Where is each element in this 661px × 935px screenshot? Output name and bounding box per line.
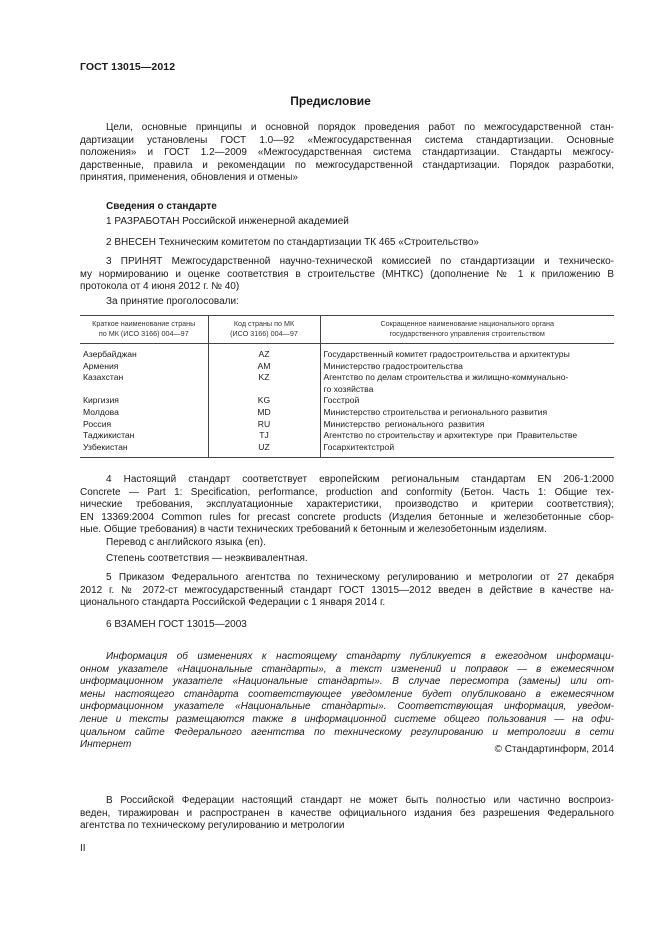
country-cell: Молдова <box>83 406 119 417</box>
info-heading: Сведения о стандарте <box>106 201 217 212</box>
table-row <box>80 442 614 458</box>
code-cell: MD <box>208 407 320 419</box>
organization-cell: Министерство градостроительства <box>320 361 614 373</box>
voting-countries-table <box>80 315 614 458</box>
intro-paragraph: Цели, основные принципы и основной порядок проведения работ по межгосударственной стан- дартизации установлены ГОСТ 1.0—92 «Межгосударственная система стандартизации. Основные положения» и ГОСТ 1.2—2009 «Межгосударственная система стандартизации. Стандарты межгосу- дарственные, правила и рекомендации по межгосударственной стандартизации. Порядок разработки, принятия, применения, обновления и отмены» <box>80 122 614 184</box>
country-cell: Киргизия <box>83 395 119 406</box>
code-cell: RU <box>208 419 320 431</box>
code-cell: KG <box>208 395 320 407</box>
document-header: ГОСТ 13015—2012 <box>80 61 176 73</box>
table-row <box>80 395 614 407</box>
code-cell: TJ <box>208 430 320 442</box>
section-title: Предисловие <box>290 94 371 108</box>
item-conformity: 4 Настоящий стандарт соответствует европейским региональным стандартам EN 206-1:2000 Concrete — Part 1: Specification, performance, production and conformity (Бетон. Часть 1: Общие тех- нические требования, эксплуатационные характеристики, производство и критерии соответствия); EN 13369:2004 Common rules for precast concrete products (Изделия бетонные и железобетонные сбор- ные. Общие требования) в части технических требований к бетонным и железобетонным изделиям. <box>80 474 614 536</box>
organization-cell: Министерство строительства и регионального развития <box>320 407 614 419</box>
item-adopted: 3 ПРИНЯТ Межгосударственной научно-технической комиссией по стандартизации и техническо- му нормированию и оценке соответствия в строительстве (МНТКС) (дополнение № 1 к приложению В протокола от 4 июня 2012 г. № 40) <box>80 256 614 293</box>
table-header-row <box>80 316 614 344</box>
conformity-degree: Степень соответствия — неэквивалентная. <box>106 553 308 564</box>
organization-cell: Агентство по строительству и архитектуре при Правительстве <box>320 430 614 442</box>
table-row <box>80 407 614 419</box>
copyright-line: © Стандартинформ, 2014 <box>494 744 614 755</box>
item-introduced: 2 ВНЕСЕН Техническим комитетом по стандартизации ТК 465 «Строительство» <box>106 237 479 248</box>
organization-cell: Госстрой <box>320 395 614 407</box>
column-header-code: Код страны по МК (ИСО 3166) 004—97 <box>208 316 320 344</box>
organization-cell: Агентство по делам строительства и жилищно-коммунально- го хозяйства <box>320 372 614 395</box>
country-cell: Узбекистан <box>80 442 208 458</box>
table-row <box>80 372 614 395</box>
item-enacted: 5 Приказом Федерального агентства по техническому регулированию и метрологии от 27 декабря 2012 г. № 2072-ст межгосударственный стандарт ГОСТ 13015—2012 введен в действие в качестве на- ционального стандарта Российской Федерации с 1 января 2014 г. <box>80 572 614 609</box>
column-header-organization: Сокращенное наименование национального органа государственного управления строительством <box>320 316 614 344</box>
voted-label: За принятие проголосовали: <box>106 296 239 307</box>
table-row <box>80 430 614 442</box>
table-row <box>80 344 614 361</box>
country-cell: Россия <box>83 418 112 429</box>
item-developed: 1 РАЗРАБОТАН Российской инженерной академией <box>106 216 349 227</box>
rights-notice: В Российской Федерации настоящий стандарт не может быть полностью или частично воспроиз- веден, тиражирован и распространен в качестве официального издания без разрешения Федерального агентства по техническому регулированию и метрологии <box>80 795 614 832</box>
country-cell: Казахстан <box>83 372 124 383</box>
code-cell: UZ <box>208 442 320 458</box>
changes-notice: Информация об изменениях к настоящему стандарту публикуется в ежегодном информаци- онном указателе «Национальные стандарты», а текст изменений и поправок — в ежемесячном информационном указателе «Национальные стандарты». В случае пересмотра (замены) или от- мены настоящего стандарта соответствующее уведомление будет опубликовано в ежемесячном информационном указателе «Национальные стандарты». Соответствующая информация, уведом- ление и тексты размещаются также в информационной системе общего пользования — на офи- циальном сайте Федерального агентства по техническому регулированию и метрологии в сети Интернет <box>80 651 614 751</box>
translation-note: Перевод с английского языка (en). <box>106 537 266 548</box>
country-cell: Таджикистан <box>83 430 135 441</box>
column-header-country: Краткое наименование страны по МК (ИСО 3166) 004—97 <box>80 316 208 344</box>
country-cell: Армения <box>83 360 119 371</box>
code-cell: AM <box>208 361 320 373</box>
organization-cell: Министерство регионального развития <box>320 419 614 431</box>
code-cell: KZ <box>208 372 320 395</box>
table-row <box>80 419 614 431</box>
country-cell: Азербайджан <box>83 349 137 359</box>
page-number: II <box>80 843 86 854</box>
item-replaces: 6 ВЗАМЕН ГОСТ 13015—2003 <box>106 619 247 630</box>
table-row <box>80 361 614 373</box>
organization-cell: Государственный комитет градостроительства и архитектуры <box>320 344 614 361</box>
code-cell: AZ <box>208 344 320 361</box>
organization-cell: Госархитектстрой <box>320 442 614 458</box>
